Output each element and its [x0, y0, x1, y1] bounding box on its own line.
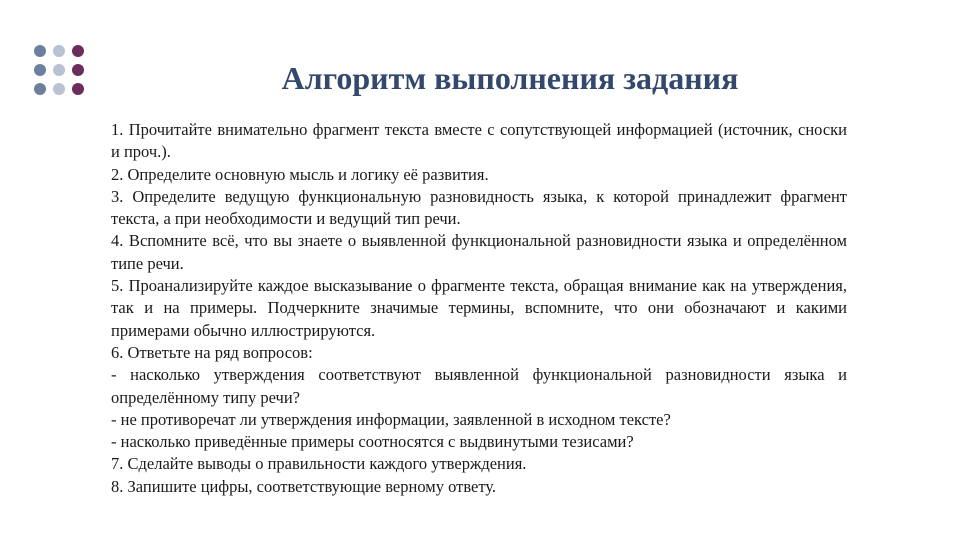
instruction-step-4: 4. Вспомните всё, что вы знаете о выявленной функциональной разновидности языка и определённом типе речи. [111, 231, 847, 273]
instruction-step-6: 6. Ответьте на ряд вопросов: [111, 342, 313, 362]
decor-dot [34, 45, 46, 57]
instruction-step-8: 8. Запишите цифры, соответствующие верному ответу. [111, 476, 497, 496]
decor-dot [72, 64, 84, 76]
instruction-step-1: 1. Прочитайте внимательно фрагмент текста вместе с сопутствующей информацией (источник, сноски и проч.). [111, 120, 847, 162]
dot-grid-decoration [34, 45, 90, 101]
instruction-list [111, 119, 847, 498]
instruction-step-7: 7. Сделайте выводы о правильности каждого утверждения. [111, 454, 527, 474]
question-item-1: - насколько утверждения соответствуют выявленной функциональной разновидности языка и определённому типу речи? [111, 365, 847, 407]
instruction-step-3: 3. Определите ведущую функциональную разновидность языка, к которой принадлежит фрагмент текста, а при необходимости и ведущий тип речи. [111, 186, 847, 229]
decor-dot [53, 83, 65, 95]
decor-dot [34, 64, 46, 76]
decor-dot [72, 83, 84, 95]
decor-dot [34, 83, 46, 95]
slide-title: Алгоритм выполнения задания [281, 60, 739, 96]
decor-dot [53, 64, 65, 76]
question-item-2: - не противоречат ли утверждения информации, заявленной в исходном тексте? [111, 409, 671, 429]
instruction-step-2: 2. Определите основную мысль и логику её развития. [111, 164, 489, 184]
decor-dot [72, 45, 84, 57]
decor-dot [53, 45, 65, 57]
instruction-step-5: 5. Проанализируйте каждое высказывание о фрагменте текста, обращая внимание как на утверждения, так и на примеры. Подчеркните значимые термины, вспомните, что они обозначают и какими примерами обычно иллюстрируются. [111, 276, 847, 340]
question-item-3: - насколько приведённые примеры соотносятся с выдвинутыми тезисами? [111, 432, 634, 452]
